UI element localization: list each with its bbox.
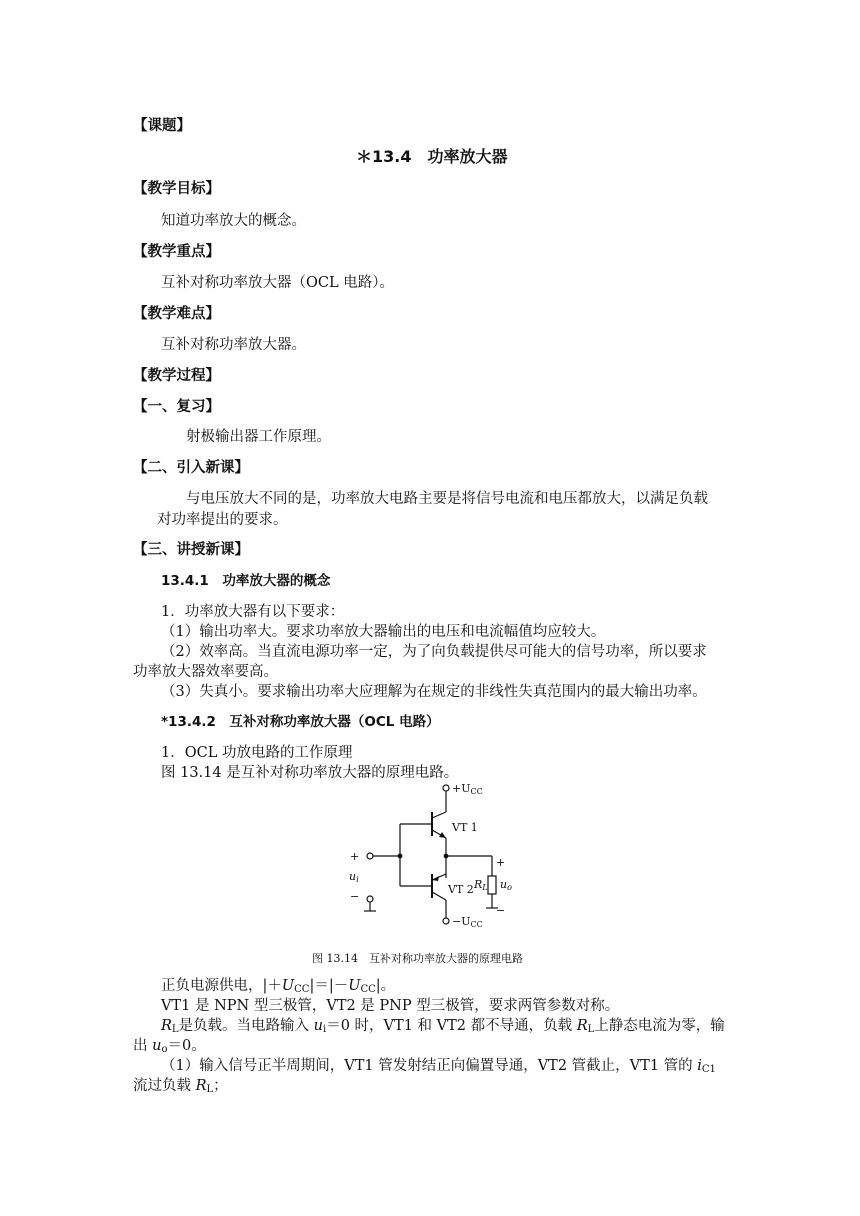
- svg-text:−UCC: −UCC: [452, 915, 483, 929]
- svg-text:ui: ui: [349, 870, 359, 884]
- objectives-text: 知道功率放大的概念。: [161, 213, 306, 229]
- input-terminal-negative: [367, 896, 373, 902]
- review-heading: 【一、复习】: [133, 399, 220, 415]
- sec1-p3a: （2）效率高。当直流电源功率一定，为了向负载提供尽可能大的信号功率，所以要求: [161, 644, 707, 660]
- sec1-p4: （3）失真小。要求输出功率大应理解为在规定的非线性失真范围内的最大输出功率。: [161, 684, 707, 700]
- sec2-p2: 图 13.14 是互补对称功率放大器的原理电路。: [161, 765, 459, 781]
- section-2-heading: *13.4.2 互补对称功率放大器（OCL 电路）: [161, 714, 440, 730]
- p-supply: 正负电源供电，$|+U_{CC}|=|-U_{CC}|$。: [161, 978, 396, 995]
- topic-heading: 【课题】: [133, 118, 191, 134]
- p-positive-line2: 流过负载 $R_L$；: [133, 1078, 228, 1095]
- svg-text:+: +: [350, 850, 360, 863]
- vcc-neg-terminal: [443, 918, 449, 924]
- p-rl-line2: 出 $u_o=0$。: [133, 1038, 206, 1055]
- objectives-heading: 【教学目标】: [133, 181, 220, 197]
- svg-text:RL: RL: [474, 878, 488, 892]
- vcc-pos-terminal: [443, 785, 449, 791]
- difficulty-text: 互补对称功率放大器。: [161, 337, 306, 353]
- difficulty-heading: 【教学难点】: [133, 306, 220, 322]
- svg-text:+UCC: +UCC: [452, 782, 483, 796]
- sec1-p3b: 功率放大器效率要高。: [133, 664, 278, 680]
- input-terminal-positive: [367, 853, 373, 859]
- svg-text:uo: uo: [500, 878, 512, 892]
- svg-text:−: −: [350, 890, 360, 903]
- intro-heading: 【二、引入新课】: [133, 460, 249, 476]
- vt2-label: VT 2: [448, 883, 474, 896]
- svg-text:−: −: [496, 904, 506, 917]
- sec1-p1: 1．功率放大器有以下要求：: [161, 604, 345, 620]
- review-text: 射极输出器工作原理。: [186, 429, 331, 445]
- intro-line-1: 与电压放大不同的是，功率放大电路主要是将信号电流和电压都放大，以满足负载: [186, 491, 708, 507]
- section-1-heading: 13.4.1 功率放大器的概念: [161, 573, 331, 589]
- p-rl-line1: $R_L$是负载。当电路输入 $u_i=0$ 时，VT1 和 VT2 都不导通，负载 $R_L$上静态电流为零，输: [161, 1018, 725, 1035]
- ocl-circuit-diagram: [340, 778, 520, 938]
- load-resistor: [488, 876, 496, 894]
- p-vt: VT1 是 NPN 型三极管，VT2 是 PNP 型三极管，要求两管参数对称。: [161, 998, 620, 1014]
- process-heading: 【教学过程】: [133, 368, 220, 384]
- p-positive-line1: （1）输入信号正半周期间，VT1 管发射结正向偏置导通，VT2 管截止，VT1 管的 $i_{C1}$: [161, 1058, 716, 1075]
- keypoints-text: 互补对称功率放大器（OCL 电路）。: [161, 275, 394, 291]
- keypoints-heading: 【教学重点】: [133, 244, 220, 260]
- page-title: ＊13.4 功率放大器: [356, 147, 508, 166]
- vt1-label: VT 1: [452, 821, 478, 834]
- intro-line-2: 对功率提出的要求。: [157, 512, 288, 528]
- lecture-heading: 【三、讲授新课】: [133, 542, 249, 558]
- svg-text:+: +: [496, 856, 506, 869]
- sec2-p1: 1．OCL 功放电路的工作原理: [161, 745, 353, 761]
- figure-caption: 图 13.14 互补对称功率放大器的原理电路: [312, 952, 523, 965]
- sec1-p2: （1）输出功率大。要求功率放大器输出的电压和电流幅值均应较大。: [161, 624, 606, 640]
